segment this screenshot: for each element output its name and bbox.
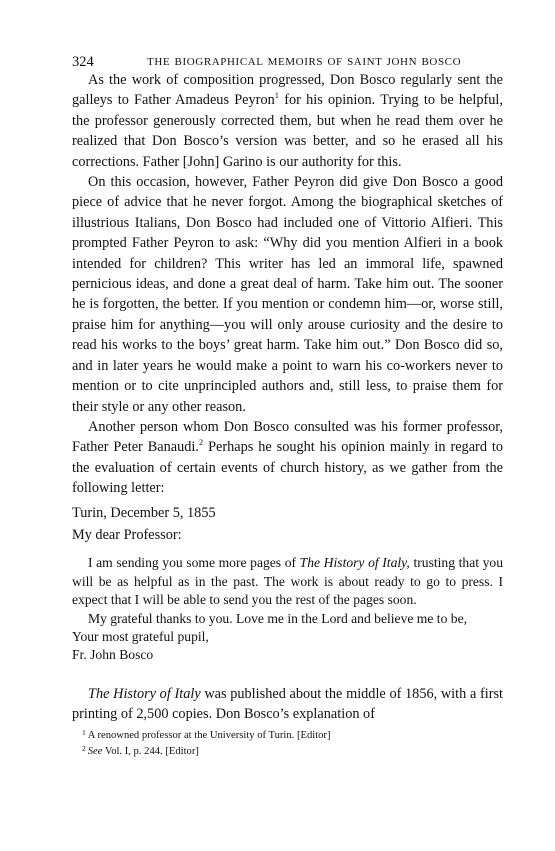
paragraph-4-text: was published about the middle of 1856, with a first printing of 2,500 copies. Don Bosco’s explanation of	[72, 685, 503, 723]
footnote-2	[72, 742, 503, 758]
paragraph-4	[72, 684, 503, 725]
paragraph-3	[72, 417, 503, 499]
footnote-ref-2: 2	[198, 437, 204, 448]
footnote-2-see: See	[87, 746, 103, 758]
paragraph-2: On this occasion, however, Father Peyron did give Don Bosco a good piece of advice that he never forgot. Among the biographical sketches of illustrious Italians, Don Bosco had included one of Vittorio Alfieri. This prompted Father Peyron to ask: “Why did you mention Alfieri in a book intended for children? This writer has led an immoral life, spawned pernicious ideas, and done a great deal of harm. Take him out. The sooner he is forgotten, the better. If you mention or condemn him—or, worse still, praise him for anything—you will only arouse curiosity and the desire to read his works to the boys’ great harm. Take him out.” Don Bosco did so, and in later years he would make a point to warn his co-workers never to mention or to cite unprincipled authors and, still less, to praise them for their style or any other reason.	[72, 174, 503, 415]
paragraph-1-text-b: for his opinion. Trying to be helpful, the professor generously corrected them, but when he read them over he realized that Don Bosco’s version was better, and so he erased all his corrections. Father [John] Garino is our authority for this.	[72, 92, 503, 170]
paragraph-3-text-b: Perhaps he sought his opinion mainly in regard to the evaluation of certain events of church history, as we gather from the following letter:	[72, 439, 503, 497]
paragraph-1	[72, 70, 503, 172]
letter-paragraph-1-text-b: trusting that you will be as helpful as in the past. The work is about ready to go to press. I expect that I will be able to send you the rest of the pages soon.	[72, 555, 504, 608]
paragraph-1-text-a: As the work of composition progressed, Don Bosco regularly sent the galleys to Father Amadeus Peyron	[72, 72, 503, 109]
running-title: THE BIOGRAPHICAL MEMOIRS OF SAINT JOHN BOSCO	[147, 56, 462, 68]
letter-paragraph-1	[72, 554, 503, 609]
footnote-1-text: A renowned professor at the University of Turin. [Editor]	[87, 730, 331, 741]
letter-paragraph-2: My grateful thanks to you. Love me in the Lord and believe me to be,	[88, 610, 468, 626]
footnotes	[72, 726, 503, 758]
footnote-2-mark: 2	[82, 744, 86, 754]
paragraph-4-book-title: The History of Italy	[88, 685, 201, 702]
paragraph-3-text-a: Another person whom Don Bosco consulted was his former professor, Father Peter Banaudi.	[72, 418, 503, 456]
book-title: The History of Italy,	[299, 555, 410, 571]
letter-dateline: Turin, December 5, 1855	[72, 504, 216, 521]
page-body	[72, 70, 503, 725]
footnote-ref-1: 1	[274, 90, 279, 101]
footnote-1	[72, 726, 503, 742]
footnote-2-text: Vol. I, p. 244. [Editor]	[102, 746, 199, 758]
page-number: 324	[72, 54, 94, 70]
footnote-1-mark: 1	[82, 728, 86, 737]
letter-signature: Fr. John Bosco	[72, 647, 154, 663]
letter-paragraph-1-text-a: I am sending you some more pages of	[88, 555, 300, 571]
letter-body	[72, 554, 503, 664]
letter-salutation: My dear Professor:	[72, 526, 182, 543]
letter-closing: Your most grateful pupil,	[72, 628, 209, 644]
